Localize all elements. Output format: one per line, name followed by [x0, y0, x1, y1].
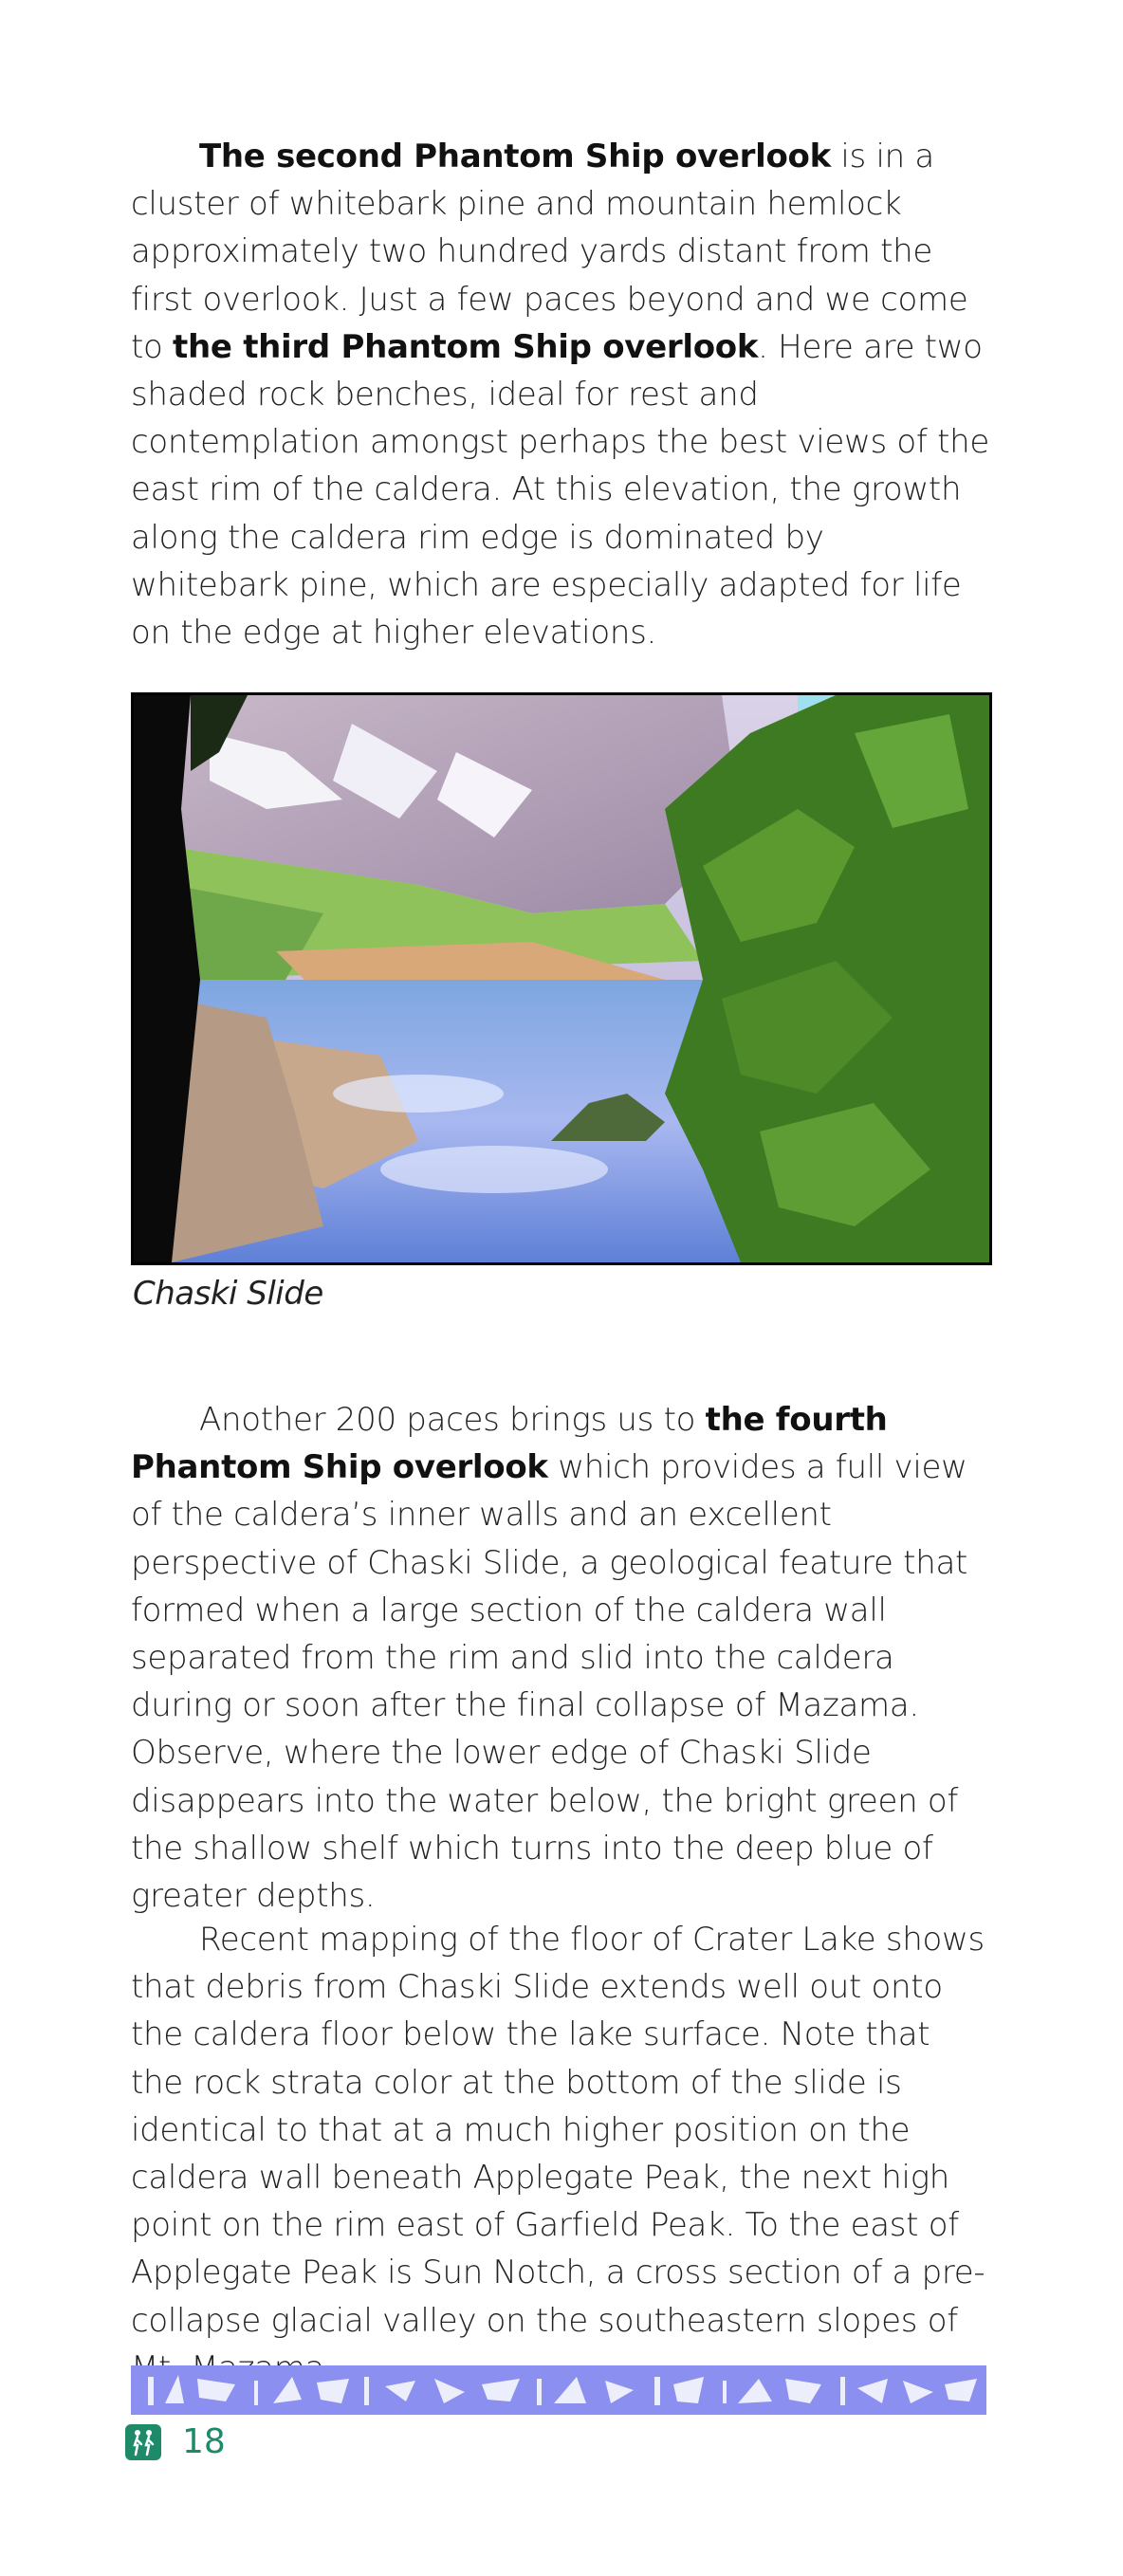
lake-landscape-image: [134, 695, 989, 1262]
paragraph-3: [131, 1916, 990, 2392]
paragraph-1-lead: The second Phantom Ship overlook: [199, 138, 831, 175]
paragraph-2-text-1: Another 200 paces brings us to: [199, 1401, 706, 1439]
paragraph-1-text-1: is in a cluster of whitebark pine and mountain hemlock approximately two hundred yards distant from the first overlook. Just a few paces beyond and we come to: [131, 138, 968, 366]
paragraph-1: [131, 133, 990, 656]
paragraph-3-text: Recent mapping of the floor of Crater Lake shows that debris from Chaski Slide extends well out onto the caldera floor below the lake surface. Note that the rock strata color at the bottom of the slide is identical to that at a much higher position on the caldera wall beneath Applegate Peak, the next high point on the rim east of Garfield Peak. To the east of Applegate Peak is Sun Notch, a cross section of a pre-collapse glacial valley on the southeastern slopes of: [131, 1921, 985, 2340]
decorative-glyph-band: [131, 2365, 986, 2415]
paragraph-2-bold: the fourth Phantom Ship overlook: [131, 1401, 888, 1487]
paragraph-1-bold-2: the third Phantom Ship overlook: [173, 327, 759, 366]
chaski-slide-photo: [131, 692, 992, 1265]
paragraph-1-text-2: . Here are two shaded rock benches, ideal for rest and contemplation amongst perhaps the best views of the east rim of the caldera. At this elevation, the growth along the caldera rim edge is dominated by whitebark pine, which are especially adapted for life on the edge at higher elevations.: [131, 327, 989, 653]
paragraph-2-text-2: which provides a full view of the caldera’s inner walls and an excellent perspective of Chaski Slide, a geological feature that formed when a large section of the caldera wall separated from the rim and slid into the caldera during or soon after the final collapse of Mazama. Observe, where the lower edge of Chaski Slide disappears into the water below, the bright green of the shallow shelf which turns into the deep blue of greater depths.: [131, 1448, 968, 1916]
hikers-icon: [125, 2424, 161, 2460]
paragraph-2: [131, 1396, 990, 1920]
page-number: 18: [182, 2422, 226, 2461]
photo-caption: Chaski Slide: [133, 1275, 323, 1313]
petroglyph-pattern: [131, 2365, 986, 2415]
